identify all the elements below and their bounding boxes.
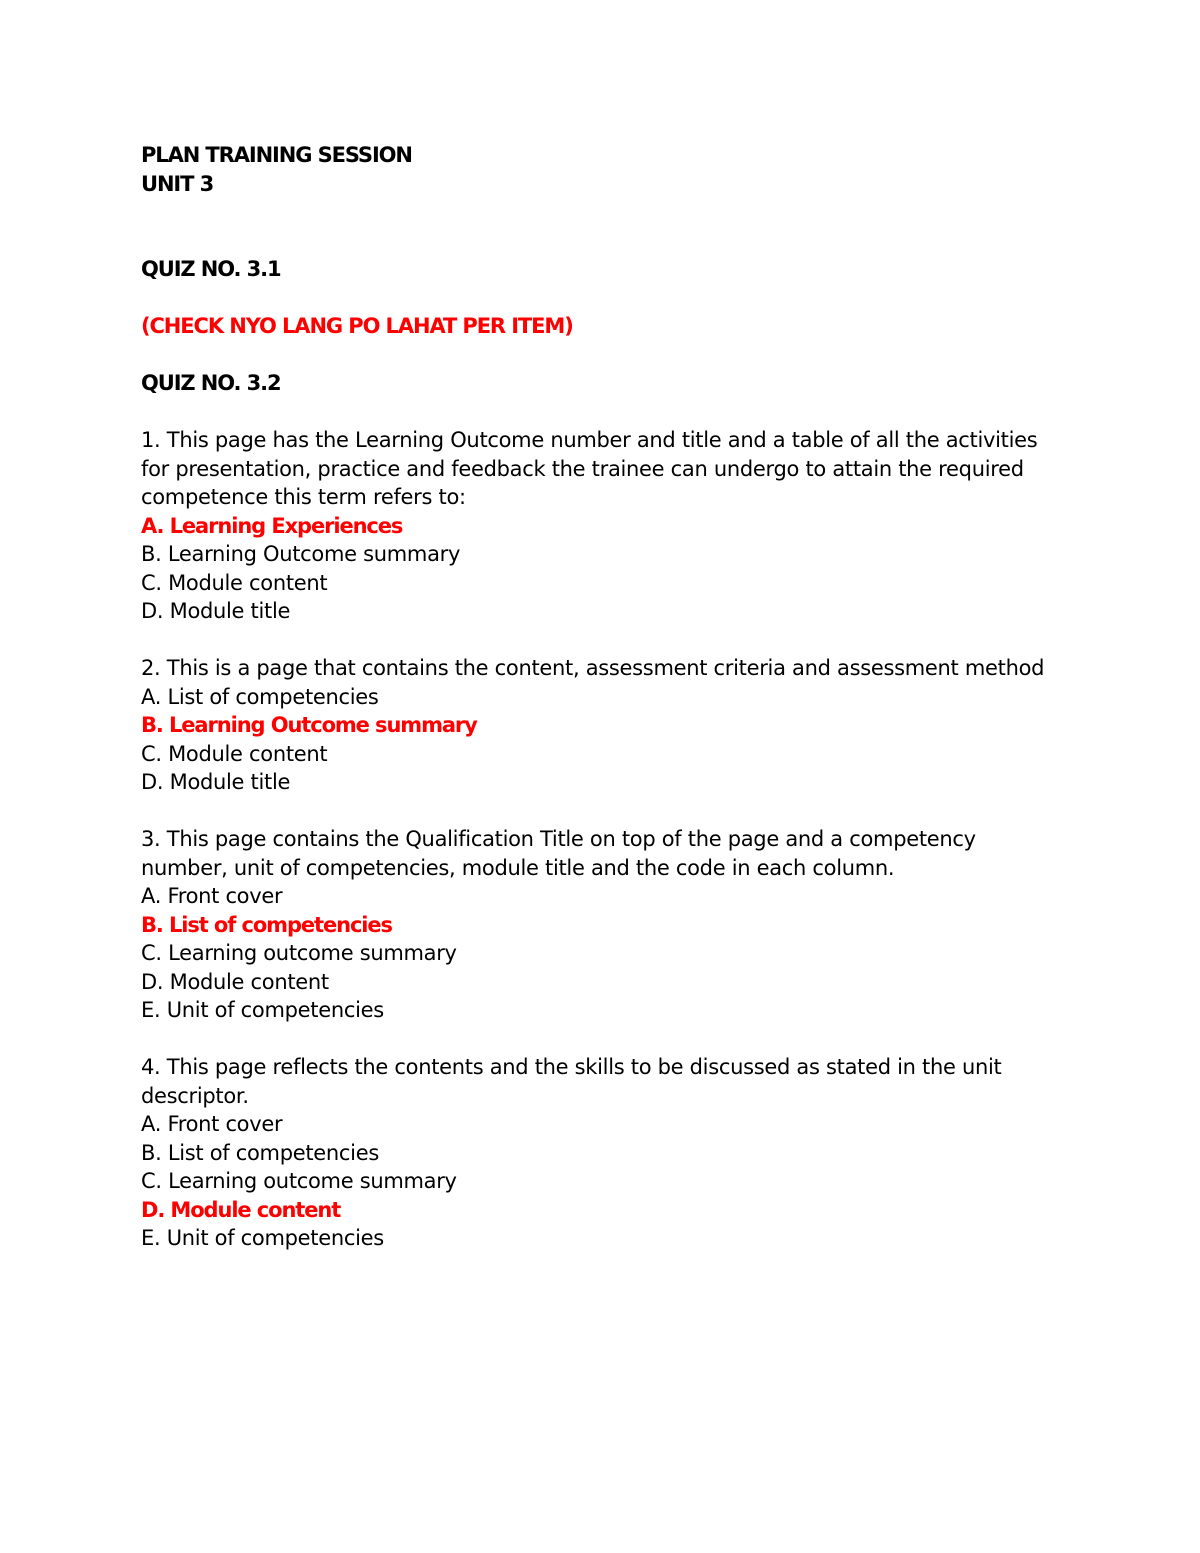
question-3 [141, 825, 1071, 1025]
question-text-line: 4. This page reflects the contents and the skills to be discussed as stated in the unit [141, 1055, 1002, 1079]
question-text-line: 3. This page contains the Qualification Title on top of the page and a competency [141, 827, 976, 851]
question-1 [141, 426, 1071, 626]
answer-option: C. Learning outcome summary [141, 941, 457, 965]
answer-option: A. Front cover [141, 1112, 283, 1136]
quiz-1-note: (CHECK NYO LANG PO LAHAT PER ITEM) [141, 314, 573, 338]
question-2 [141, 654, 1071, 797]
answer-option: E. Unit of competencies [141, 1226, 384, 1250]
correct-answer-option: B. Learning Outcome summary [141, 713, 477, 737]
answer-option: B. Learning Outcome summary [141, 542, 461, 566]
answer-option: D. Module title [141, 770, 291, 794]
question-text-line: 2. This is a page that contains the content, assessment criteria and assessment method [141, 656, 1045, 680]
quiz-1-title: QUIZ NO. 3.1 [141, 257, 281, 281]
correct-answer-option: B. List of competencies [141, 912, 392, 937]
answer-option: C. Learning outcome summary [141, 1169, 457, 1193]
answer-option: B. List of competencies [141, 1140, 379, 1165]
question-text-line: for presentation, practice and feedback the trainee can undergo to attain the required [141, 456, 1024, 481]
document-page [141, 141, 1071, 1253]
answer-option: C. Module content [141, 570, 328, 595]
answer-option: D. Module content [141, 969, 329, 994]
answer-option: E. Unit of competencies [141, 998, 384, 1022]
question-4 [141, 1053, 1071, 1253]
unit-label: UNIT 3 [141, 171, 214, 196]
document-title: PLAN TRAINING SESSION [141, 143, 412, 167]
correct-answer-option: A. Learning Experiences [141, 513, 403, 538]
answer-option: A. Front cover [141, 884, 283, 908]
answer-option: C. Module content [141, 741, 328, 766]
question-text-line: 1. This page has the Learning Outcome number and title and a table of all the activities [141, 428, 1038, 452]
question-text-line: descriptor. [141, 1083, 249, 1108]
correct-answer-option: D. Module content [141, 1197, 341, 1222]
question-text-line: number, unit of competencies, module title and the code in each column. [141, 855, 895, 880]
question-text-line: competence this term refers to: [141, 485, 466, 509]
answer-option: D. Module title [141, 599, 291, 623]
answer-option: A. List of competencies [141, 684, 379, 709]
quiz-2-title: QUIZ NO. 3.2 [141, 371, 281, 395]
